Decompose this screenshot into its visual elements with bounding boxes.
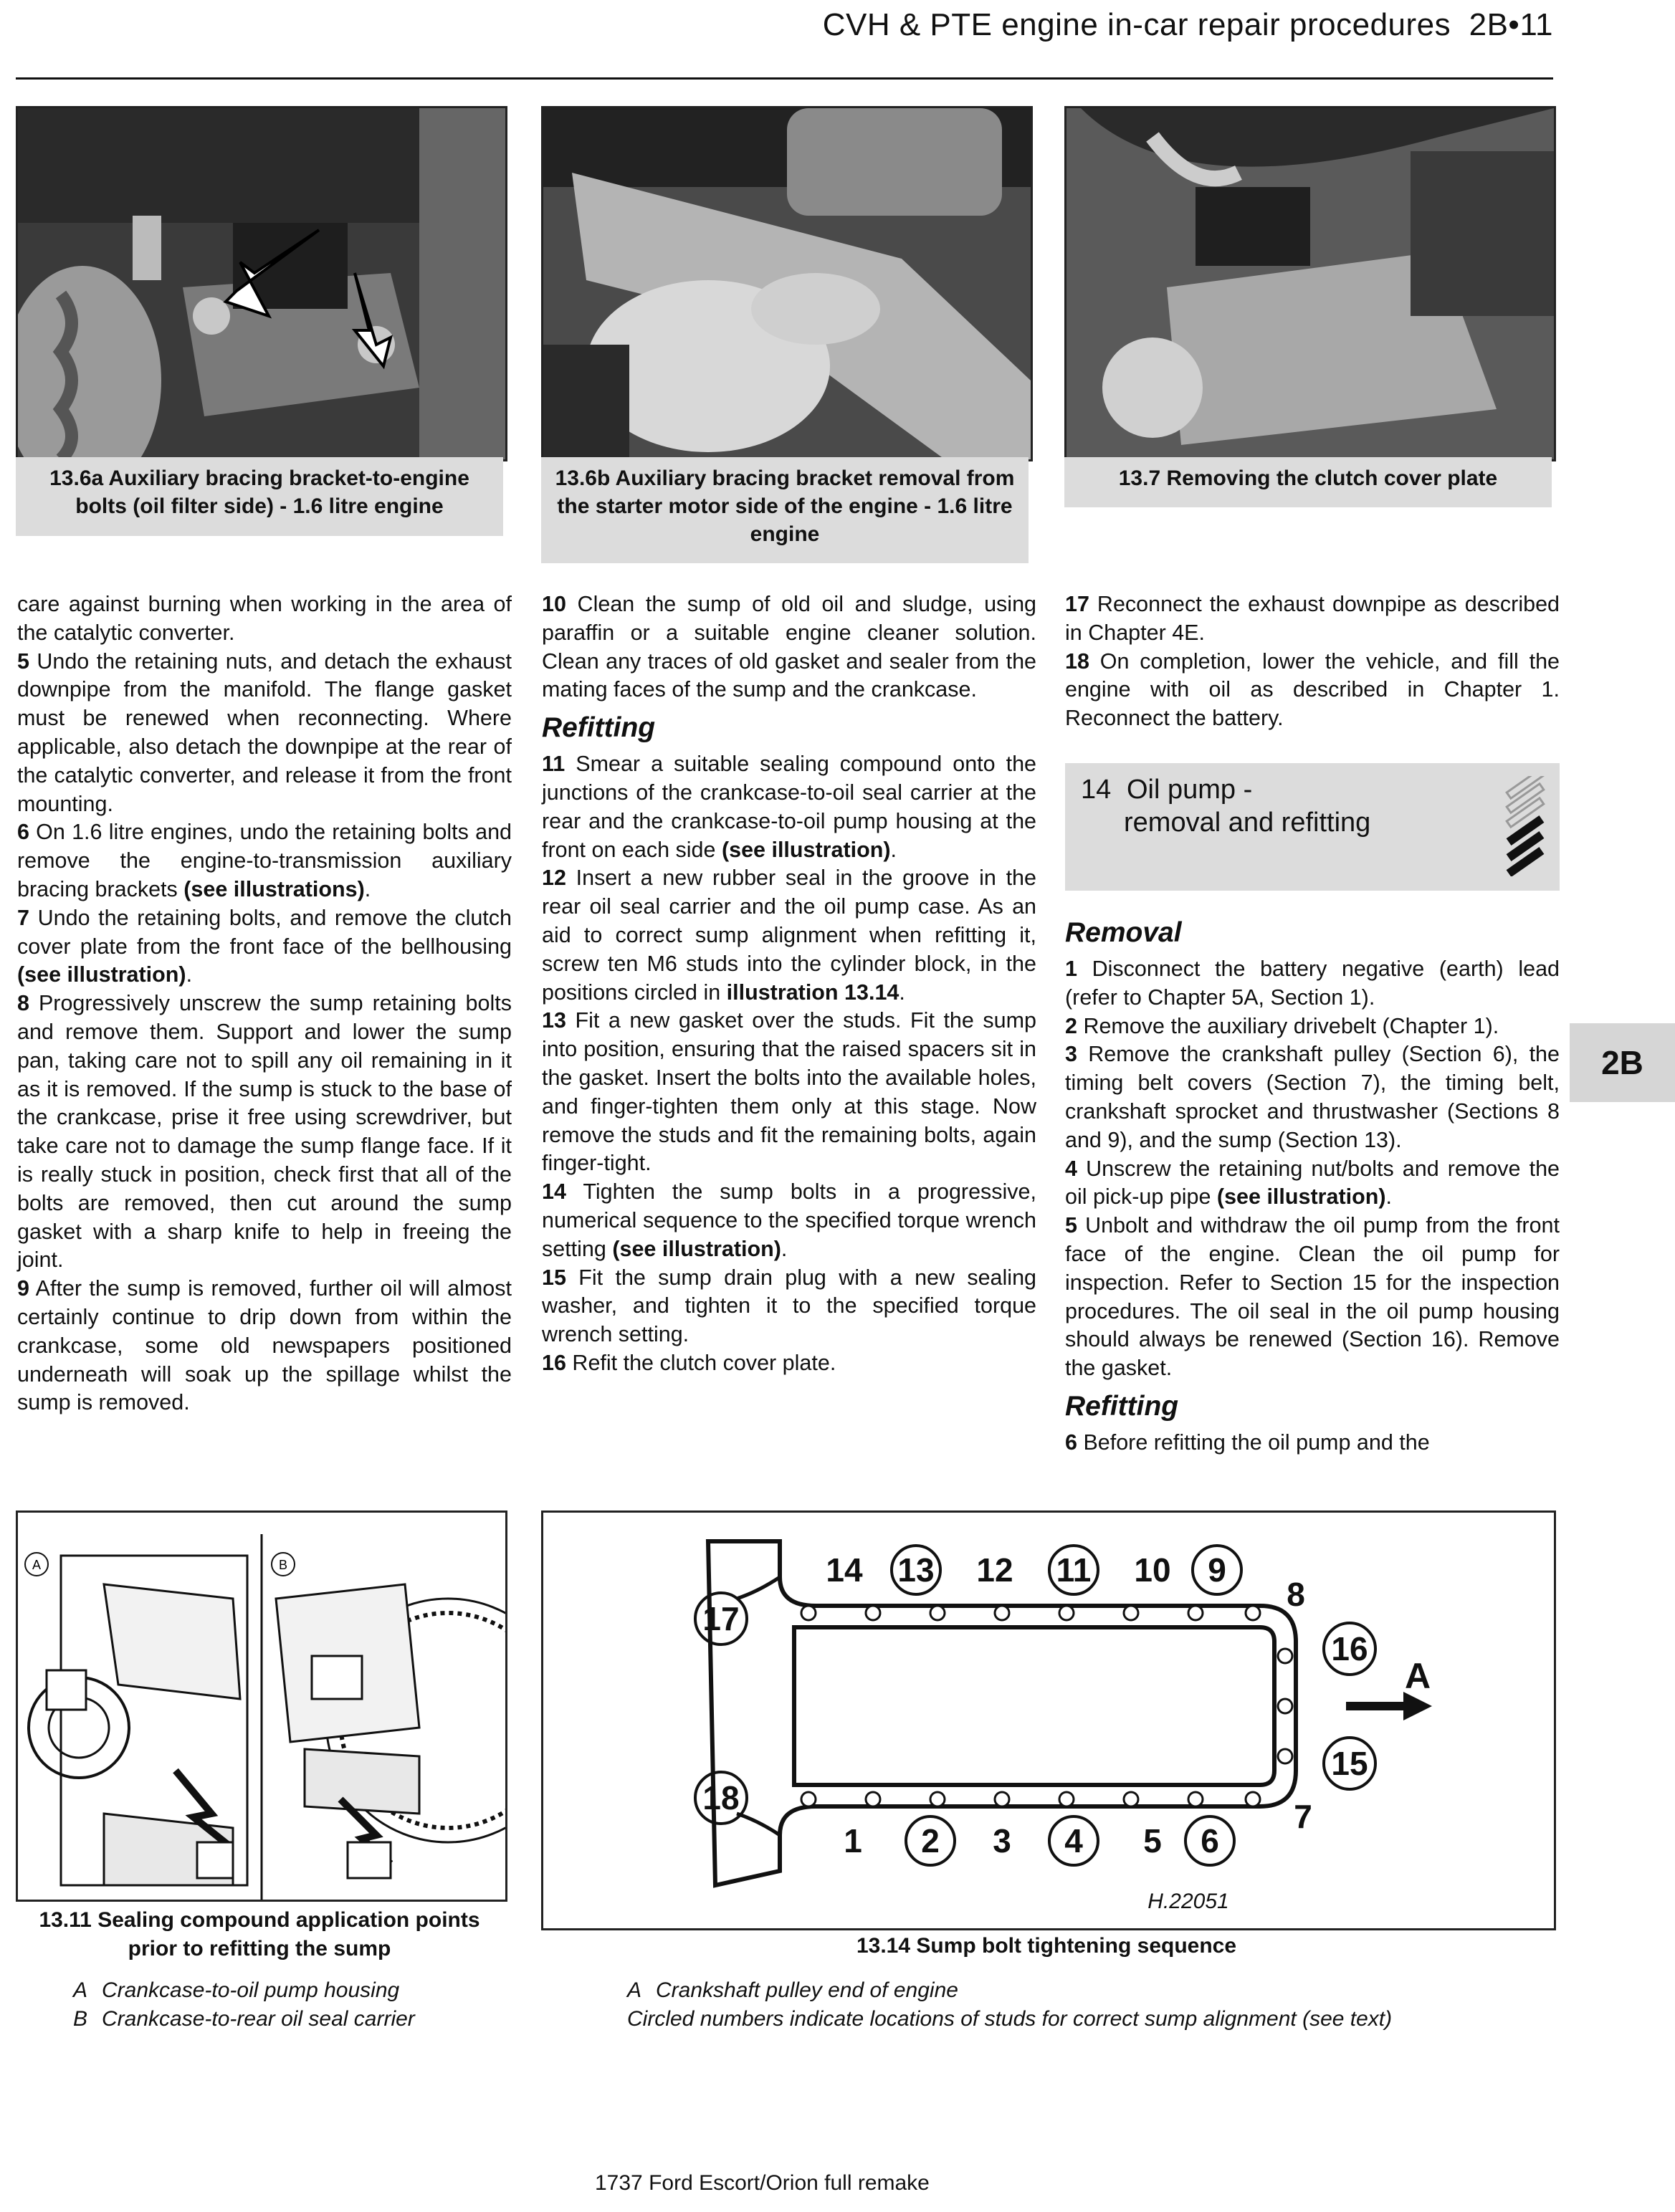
paragraph: 14 Tighten the sump bolts in a progressive, numerical sequence to the specified torque wrench setting (see illustration). <box>542 1179 1036 1261</box>
section-title: Oil pump - <box>1127 774 1253 805</box>
figure-13-11 <box>16 1510 507 1902</box>
section-heading-box <box>1065 763 1560 891</box>
photo-13-7 <box>1064 106 1556 461</box>
subheading-removal: Removal <box>1065 916 1182 948</box>
drawing-ref-code: H.22051 <box>1147 1890 1229 1913</box>
paragraph: 13 Fit a new gasket over the studs. Fit the sump into position, ensuring that the raised spacers sit in the gasket. Insert the bolts into the available holes, and finger-tighten them only at this stage. Now remove the studs and fit the remaining bolts, again finger-tight. <box>542 1008 1036 1176</box>
paragraph: 10 Clean the sump of old oil and sludge, using paraffin or a suitable engine cleaner solution. Clean any traces of old gasket and sealer from the mating faces of the sump and the crankcase. <box>542 592 1036 702</box>
paragraph: 18 On completion, lower the vehicle, and fill the engine with oil as described in Chapter 1. Reconnect the battery. <box>1065 648 1560 731</box>
panel-a-label: A <box>32 1558 42 1572</box>
bolt-number: 7 <box>1294 1798 1312 1835</box>
bolt-number: 11 <box>1056 1551 1092 1589</box>
paragraph: 6 On 1.6 litre engines, undo the retaining bolts and remove the engine-to-transmission auxiliary bracing brackets (see illustrations). <box>17 820 512 901</box>
bolt-number: 15 <box>1331 1745 1368 1782</box>
paragraph: 5 Unbolt and withdraw the oil pump from the front face of the engine. Clean the oil pump for inspection. Refer to Section 15 for the inspection procedures. The oil seal in the oil pump housing should always be renewed (Section 16). Remove the gasket. <box>1065 1213 1560 1381</box>
bolt-number: 5 <box>1143 1822 1162 1859</box>
subheading-refitting: Refitting <box>542 712 656 744</box>
bolt-number: 17 <box>702 1600 740 1637</box>
paragraph: 7 Undo the retaining bolts, and remove the clutch cover plate from the front face of the bellhousing (see illustration). <box>17 905 512 987</box>
figure-legend-13-14: A Crankshaft pulley end of engine Circled numbers indicate locations of studs for correct sump alignment (see text) <box>627 1978 1393 2031</box>
page-header <box>823 7 1553 43</box>
paragraph: 5 Undo the retaining nuts, and detach the exhaust downpipe from the manifold. The flange gasket must be renewed when reconnecting. Where applicable, also detach the downpipe at the rear of the catalytic converter, and release it from the front mounting. <box>17 648 512 816</box>
paragraph: 11 Smear a suitable sealing compound onto the junctions of the crankcase-to-oil seal carrier at the rear and the crankcase-to-oil pump housing at the front on each side (see illustration). <box>542 752 1036 862</box>
header-rule <box>16 77 1553 80</box>
photo-13-6a <box>16 106 507 461</box>
photo-caption-13-6b: 13.6b Auxiliary bracing bracket removal from the starter motor side of the engine - 1.6 litre engine <box>541 457 1029 563</box>
paragraph: 2 Remove the auxiliary drivebelt (Chapter 1). <box>1065 1013 1499 1038</box>
panel-b-label: B <box>278 1558 288 1572</box>
bolt-number: 10 <box>1134 1551 1171 1589</box>
figure-caption-13-11: 13.11 Sealing compound application points prior to refitting the sump <box>39 1908 480 1960</box>
paragraph: 6 Before refitting the oil pump and the <box>1065 1430 1430 1455</box>
figure-caption-13-14: 13.14 Sump bolt tightening sequence <box>856 1934 1237 1958</box>
sealing-points-drawing <box>18 1513 505 1900</box>
bolt-number: 9 <box>1208 1551 1226 1589</box>
bolt-number: 18 <box>702 1779 740 1816</box>
bolt-number: 1 <box>844 1822 862 1859</box>
section-number: 14 <box>1081 774 1112 805</box>
photo-13-6b <box>541 106 1033 461</box>
paragraph: care against burning when working in the area of the catalytic converter. <box>17 592 512 645</box>
paragraph: 8 Progressively unscrew the sump retaining bolts and remove them. Support and lower the sump pan, taking care not to spill any oil remaining in it as it is removed. If the sump is stuck to the base of the crankcase, prise it free using screwdriver, but take care not to damage the sump flange face. If it is really stuck in position, check first that all of the bolts are removed, then cut around the sump gasket with a sharp knife to help in freeing the joint. <box>17 991 512 1273</box>
bolt-number: 8 <box>1287 1576 1305 1613</box>
sump-bolt-sequence-drawing <box>543 1513 1554 1928</box>
paragraph: 16 Refit the clutch cover plate. <box>542 1350 836 1375</box>
section-subtitle: removal and refitting <box>1124 807 1371 838</box>
header-title: CVH & PTE engine in-car repair procedures <box>822 7 1451 42</box>
subheading-refitting: Refitting <box>1065 1390 1179 1422</box>
paragraph: 3 Remove the crankshaft pulley (Section 6), the timing belt covers (Section 7), the timing belt, crankshaft sprocket and thrustwasher (Sections 8 and 9), and the sump (Section 13). <box>1065 1042 1560 1152</box>
paragraph: 15 Fit the sump drain plug with a new sealing washer, and tighten it to the specified torque wrench setting. <box>542 1265 1036 1347</box>
bolt-number: 16 <box>1331 1630 1368 1667</box>
text-column-3 <box>1065 590 1560 1457</box>
paragraph: 1 Disconnect the battery negative (earth) lead (refer to Chapter 5A, Section 1). <box>1065 956 1560 1010</box>
difficulty-spanners-icon <box>1499 776 1550 876</box>
photo-caption-13-7: 13.7 Removing the clutch cover plate <box>1064 457 1552 507</box>
page-footer: 1737 Ford Escort/Orion full remake <box>595 2171 930 2195</box>
figure-legend-13-11: A Crankcase-to-oil pump housing B Crankcase-to-rear oil seal carrier <box>73 1978 415 2031</box>
bolt-number: 13 <box>897 1551 935 1589</box>
paragraph: 12 Insert a new rubber seal in the groove in the rear oil seal carrier and the oil pump case. As an aid to correct sump alignment when refitting it, screw ten M6 studs into the cylinder block, in the positions circled in illustration 13.14. <box>542 866 1036 1005</box>
bolt-number: 3 <box>993 1822 1011 1859</box>
arrow-label: A <box>1404 1656 1431 1696</box>
bolt-number: 12 <box>976 1551 1013 1589</box>
chapter-tab: 2B <box>1570 1023 1675 1102</box>
page-number: 2B•11 <box>1469 7 1553 42</box>
figure-13-14 <box>541 1510 1556 1930</box>
text-column-2 <box>542 590 1036 1378</box>
text-column-1 <box>17 590 512 1417</box>
bolt-number: 6 <box>1201 1822 1219 1859</box>
photo-caption-13-6a: 13.6a Auxiliary bracing bracket-to-engine bolts (oil filter side) - 1.6 litre engine <box>16 457 503 536</box>
paragraph: 9 After the sump is removed, further oil will almost certainly continue to drip down from within the crankcase, some old newspapers positioned underneath will soak up the spillage whilst the sump is removed. <box>17 1276 512 1415</box>
bolt-number: 4 <box>1064 1822 1083 1859</box>
bolt-number: 2 <box>921 1822 940 1859</box>
paragraph: 4 Unscrew the retaining nut/bolts and remove the oil pick-up pipe (see illustration). <box>1065 1156 1560 1210</box>
paragraph: 17 Reconnect the exhaust downpipe as described in Chapter 4E. <box>1065 592 1560 645</box>
bolt-number: 14 <box>826 1551 863 1589</box>
